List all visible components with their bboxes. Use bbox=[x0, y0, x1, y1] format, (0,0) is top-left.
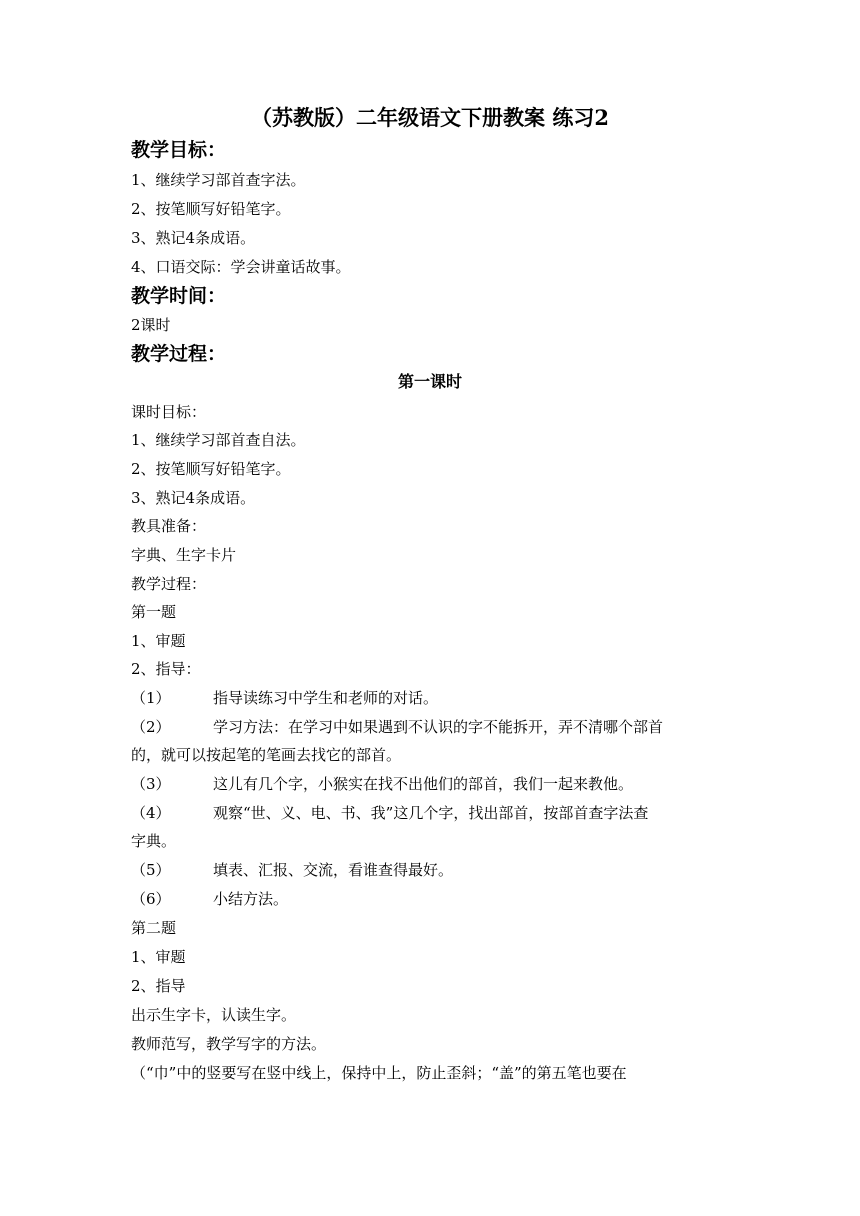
q1-item-text: 观察“世、义、电、书、我”这几个字，找出部首，按部首查字法查 bbox=[213, 804, 649, 822]
q2-step: 1、审题 bbox=[131, 948, 186, 966]
q1-item-number: （6） bbox=[131, 890, 171, 908]
q1-item-text: 学习方法：在学习中如果遇到不认识的字不能拆开，弄不清哪个部首 bbox=[213, 718, 664, 736]
time-heading: 教学时间： bbox=[131, 285, 227, 307]
q2-label: 第二题 bbox=[131, 919, 177, 937]
q2-text: 出示生字卡，认读生字。 bbox=[131, 1006, 297, 1024]
goal-item: 1、继续学习部首查字法。 bbox=[131, 171, 306, 189]
lesson1-objective: 3、熟记4条成语。 bbox=[131, 489, 256, 507]
lesson1-objective-label: 课时目标： bbox=[131, 403, 207, 421]
q1-item-number: （2） bbox=[131, 718, 171, 736]
lesson1-title: 第一课时 bbox=[397, 372, 462, 391]
q1-item-text: 这儿有几个字，小猴实在找不出他们的部首，我们一起来教他。 bbox=[213, 775, 634, 793]
q1-step: 2、指导： bbox=[131, 660, 201, 678]
q1-item-number: （3） bbox=[131, 775, 171, 793]
q1-item-number: （1） bbox=[131, 689, 171, 707]
goal-item: 4、口语交际：学会讲童话故事。 bbox=[131, 258, 351, 276]
q1-item-number: （5） bbox=[131, 861, 171, 879]
lesson1-process-label: 教学过程： bbox=[131, 575, 207, 593]
q1-item-text-cont: 字典。 bbox=[131, 832, 177, 850]
q1-label: 第一题 bbox=[131, 603, 177, 621]
lesson1-objective: 1、继续学习部首查自法。 bbox=[131, 431, 306, 449]
q1-item-number: （4） bbox=[131, 804, 171, 822]
goals-heading: 教学目标： bbox=[131, 139, 227, 161]
lesson1-objective: 2、按笔顺写好铅笔字。 bbox=[131, 460, 291, 478]
q2-step: 2、指导 bbox=[131, 977, 186, 995]
tools-label: 教具准备： bbox=[131, 517, 207, 535]
tools-value: 字典、生字卡片 bbox=[131, 546, 237, 564]
q1-item-text: 指导读练习中学生和老师的对话。 bbox=[213, 689, 439, 707]
goal-item: 2、按笔顺写好铅笔字。 bbox=[131, 200, 291, 218]
q1-item-text-cont: 的，就可以按起笔的笔画去找它的部首。 bbox=[131, 746, 402, 764]
q1-step: 1、审题 bbox=[131, 632, 186, 650]
time-value: 2课时 bbox=[131, 316, 171, 334]
goal-item: 3、熟记4条成语。 bbox=[131, 229, 256, 247]
q1-item-text: 填表、汇报、交流，看谁查得最好。 bbox=[213, 861, 454, 879]
q1-item-text: 小结方法。 bbox=[213, 890, 289, 908]
document-title: （苏教版）二年级语文下册教案 练习2 bbox=[251, 105, 609, 130]
q2-text: 教师范写，教学写字的方法。 bbox=[131, 1035, 327, 1053]
process-heading: 教学过程： bbox=[131, 343, 227, 365]
q2-text: （“巾”中的竖要写在竖中线上，保持中上，防止歪斜；“盖”的第五笔也要在 bbox=[131, 1064, 627, 1082]
